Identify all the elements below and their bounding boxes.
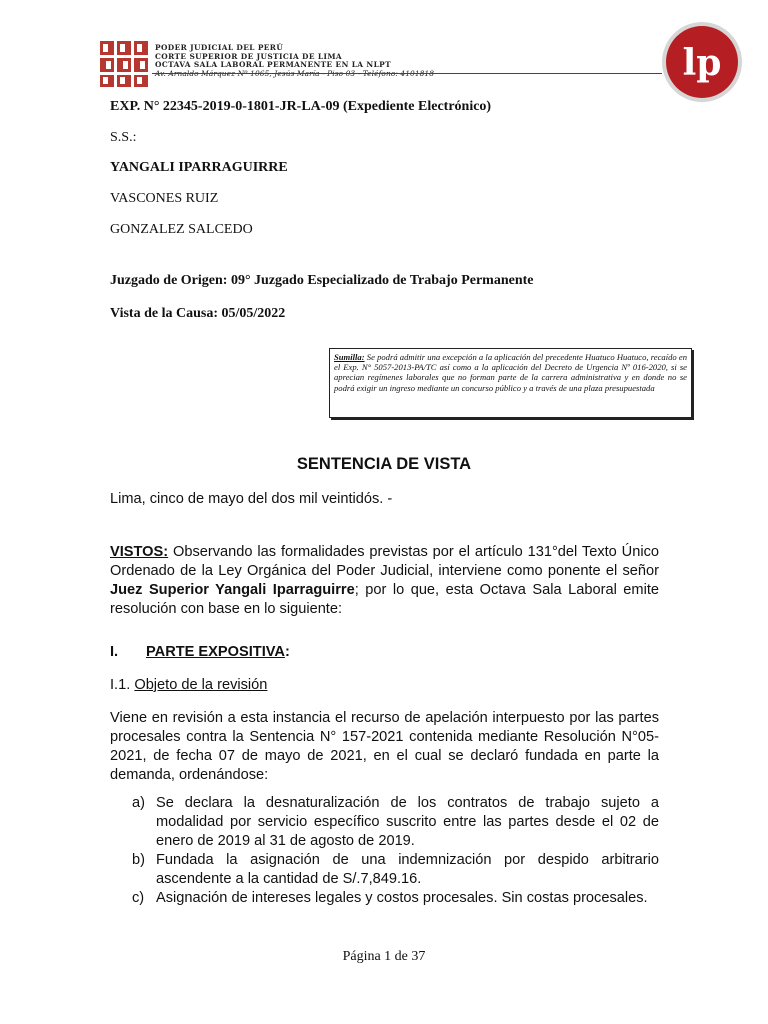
section-colon: : [284,644,290,660]
ss-label: S.S.: [110,130,137,145]
list-marker: a) [132,795,145,811]
section-number: I. [110,644,119,660]
document-title: SENTENCIA DE VISTA [296,455,472,473]
header-org-line: PODER JUDICIAL DEL PERÚ [155,43,284,52]
case-expediente: EXP. N° 22345-2019-0-1801-JR-LA-09 (Expediente Electrónico) [110,99,492,114]
poder-judicial-logo-icon [100,41,150,87]
sumilla-text: Se podrá admitir una excepción a la aplicación del precedente Huatuco Huatuco, recaído en el Exp. N° 5057-2013-PA/TC así como a la aplicación del Decreto de Urgencia Nº 016-2020, si se aprecian regímenes laborales que no forman parte de la carrera administrativa y en donde no se podrá exigir un ingreso mediante un concurso público y a través de una plaza presupuestada [334,352,687,393]
vistos-judge: Juez Superior Yangali Iparraguirre [110,582,355,598]
subsection-prefix: I.1. [110,677,135,693]
subsection-title: Objeto de la revisión [134,677,268,693]
vista-causa: Vista de la Causa: 05/05/2022 [110,306,286,321]
lp-logo-text: lp [682,42,722,84]
juzgado-origen: Juzgado de Origen: 09° Juzgado Especializado de Trabajo Permanente [110,273,534,288]
subsection-heading [110,676,267,695]
list-item-text: Fundada la asignación de una indemnización por despido arbitrario ascendente a la cantidad de S/.7,849.16. [156,852,659,887]
body-paragraph: Viene en revisión a esta instancia el recurso de apelación interpuesto por las partes procesales contra la Sentencia N° 157-2021 contenida mediante Resolución N°05-2021, de fecha 07 de mayo de 2021, en el cual se declaró fundada en parte la demanda, ordenándose: [110,710,659,783]
header-divider [152,73,662,74]
judge-name: VASCONES RUIZ [110,191,219,206]
ruling-list [132,794,659,908]
section-title: PARTE EXPOSITIVA [146,644,285,660]
list-item-text: Asignación de intereses legales y costos procesales. Sin costas procesales. [156,890,648,906]
list-item [132,851,659,889]
page-number: Página 1 de 37 [342,949,426,964]
header-org-line: OCTAVA SALA LABORAL PERMANENTE EN LA NLPT [155,60,392,70]
list-item [132,794,659,851]
header-org-line: CORTE SUPERIOR DE JUSTICIA DE LIMA [155,51,343,61]
sumilla-box [329,348,692,418]
lp-logo-icon [660,20,744,104]
vistos-label: VISTOS: [110,544,169,560]
judge-name: YANGALI IPARRAGUIRRE [110,160,288,175]
list-marker: c) [132,890,145,906]
list-marker: b) [132,852,145,868]
vistos-text-end: ; por lo que, esta Octava Sala Laboral emite resolución con base en lo siguiente: [110,582,659,617]
judge-name: GONZALEZ SALCEDO [110,222,253,237]
header-address: Av. Arnaldo Márquez Nº 1065, Jesús María - Piso 03 - Teléfono: 4101818 [155,68,435,78]
vistos-paragraph [110,543,659,619]
vistos-text: Observando las formalidades previstas por el artículo 131°del Texto Único Ordenado de la Ley Orgánica del Poder Judicial, interviene como ponente el señor [110,544,659,579]
date-line: Lima, cinco de mayo del dos mil veintidós. - [110,491,393,507]
sumilla-label: Sumilla: [334,352,365,362]
list-item [132,889,659,908]
list-item-text: Se declara la desnaturalización de los contratos de trabajo sujeto a modalidad por servicio específico suscrito entre las partes desde el 02 de enero de 2019 al 31 de agosto de 2019. [156,795,659,849]
section-heading [146,643,290,662]
